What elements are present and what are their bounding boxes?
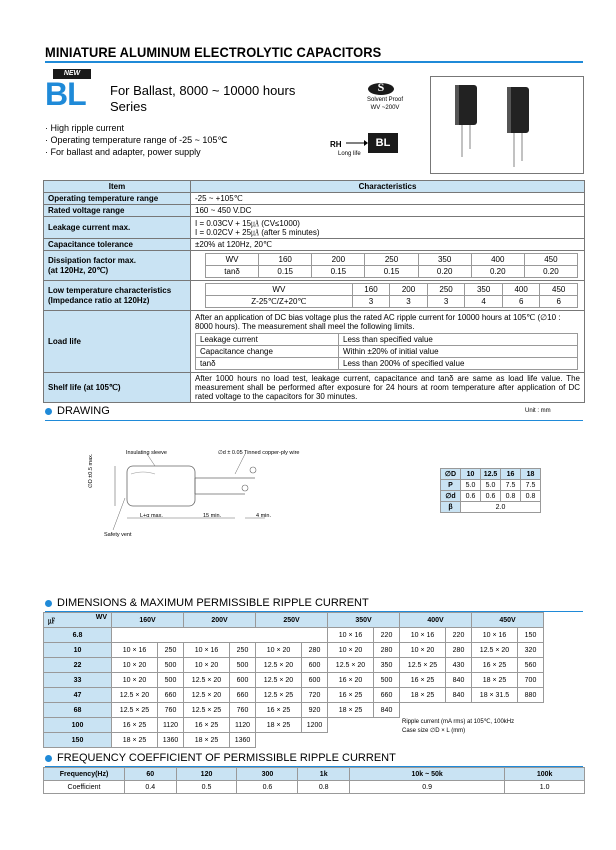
bl-box: BL bbox=[368, 133, 398, 153]
ripple-case-size: 12.5 × 20 bbox=[184, 673, 230, 688]
dim-cell: 5.0 bbox=[461, 480, 481, 491]
ripple-row bbox=[44, 673, 544, 688]
ripple-row bbox=[44, 688, 544, 703]
dim-row-head: β bbox=[441, 502, 461, 513]
ripple-current: 220 bbox=[374, 628, 400, 643]
ripple-case-size: 16 × 25 bbox=[472, 658, 518, 673]
freq-value: 300 bbox=[237, 768, 298, 781]
ripple-current bbox=[374, 718, 400, 733]
spec-value bbox=[191, 281, 585, 311]
ripple-case-size: 16 × 25 bbox=[184, 718, 230, 733]
spec-key bbox=[44, 281, 191, 311]
spec-value: ±20% at 120Hz, 20℃ bbox=[191, 239, 585, 251]
bullet-dot-icon bbox=[45, 408, 52, 415]
ripple-case-size: 18 × 25 bbox=[256, 718, 302, 733]
feature-item: · Operating temperature range of -25 ~ 105℃ bbox=[45, 135, 228, 145]
label-lmax: L+α max. bbox=[140, 513, 163, 519]
ripple-case-size: 18 × 25 bbox=[472, 673, 518, 688]
dim-cell: 7.5 bbox=[521, 480, 541, 491]
ripple-cap: 68 bbox=[44, 703, 112, 718]
lt-value: 3 bbox=[390, 296, 428, 308]
feature-item: · For ballast and adapter, power supply bbox=[45, 147, 201, 157]
ripple-voltage-head: 160V bbox=[112, 613, 184, 628]
lt-key2: (Impedance ratio at 120Hz) bbox=[48, 295, 150, 305]
ripple-current: 350 bbox=[374, 658, 400, 673]
ripple-current: 500 bbox=[374, 673, 400, 688]
ripple-cap: 22 bbox=[44, 658, 112, 673]
ripple-case-size: 10 × 16 bbox=[184, 643, 230, 658]
df-voltage: 160 bbox=[259, 254, 312, 266]
df-table bbox=[205, 253, 578, 278]
spec-key bbox=[44, 251, 191, 281]
ripple-current: 660 bbox=[158, 688, 184, 703]
spec-key: Leakage current max. bbox=[44, 217, 191, 239]
coef-value: 1.0 bbox=[505, 781, 585, 794]
lt-voltage: 400 bbox=[502, 284, 540, 296]
lt-value: 6 bbox=[502, 296, 540, 308]
freq-label: Frequency(Hz) bbox=[44, 768, 125, 781]
spec-value: After 1000 hours no load test, leakage current, capacitance and tanδ are same as load life value. The measurement shall be performed after exposure for 24 hours at room temperature after application of DC rated voltage to the capacitors for 30 minutes. bbox=[191, 373, 585, 403]
dim-cell: 0.8 bbox=[501, 491, 521, 502]
ripple-current bbox=[518, 718, 544, 733]
ripple-case-size: 18 × 25 bbox=[328, 703, 374, 718]
ripple-current: 320 bbox=[518, 643, 544, 658]
ripple-current: 250 bbox=[158, 643, 184, 658]
ripple-case-size: 18 × 31.5 bbox=[472, 688, 518, 703]
ripple-note-1: Ripple current (mA rms) at 105℃, 100kHz bbox=[402, 719, 515, 725]
ripple-case-size: 10 × 20 bbox=[112, 673, 158, 688]
ripple-cap: 100 bbox=[44, 718, 112, 733]
coef-value: 0.6 bbox=[237, 781, 298, 794]
lt-key1: Low temperature characteristics bbox=[48, 285, 172, 295]
spec-key: Capacitance tolerance bbox=[44, 239, 191, 251]
ripple-case-size: 10 × 16 bbox=[328, 628, 374, 643]
spec-key: Operating temperature range bbox=[44, 193, 191, 205]
ripple-current bbox=[158, 628, 184, 643]
lt-voltage: 350 bbox=[465, 284, 503, 296]
series-desc-line2: Series bbox=[110, 99, 147, 114]
feature-list bbox=[45, 122, 227, 158]
lt-value: 3 bbox=[427, 296, 465, 308]
ripple-current: 250 bbox=[230, 643, 256, 658]
svg-text:S: S bbox=[377, 80, 385, 94]
freq-heading-text: FREQUENCY COEFFICIENT OF PERMISSIBLE RIPPLE CURRENT bbox=[57, 752, 396, 764]
lt-value: 4 bbox=[465, 296, 503, 308]
solvent-line1: Solvent Proof bbox=[366, 97, 404, 103]
load-limit-key: Capacitance change bbox=[196, 346, 339, 358]
ripple-current: 840 bbox=[374, 703, 400, 718]
drawing-rule bbox=[45, 420, 583, 421]
ripple-cap: 6.8 bbox=[44, 628, 112, 643]
ripple-row bbox=[44, 628, 544, 643]
ripple-case-size bbox=[112, 628, 158, 643]
rh-label: RH bbox=[330, 140, 342, 149]
lt-value: 3 bbox=[352, 296, 390, 308]
ripple-case-size: 10 × 16 bbox=[112, 643, 158, 658]
dim-cell: 16 bbox=[501, 469, 521, 480]
ripple-note-2: Case size ∅D × L (mm) bbox=[402, 728, 466, 734]
ripple-current: 760 bbox=[230, 703, 256, 718]
spec-table bbox=[43, 180, 585, 403]
dim-cell: 10 bbox=[461, 469, 481, 480]
ripple-case-size bbox=[328, 718, 374, 733]
ripple-uf-label: ㎌ bbox=[48, 618, 55, 625]
bullet-dot-icon bbox=[45, 600, 52, 607]
df-voltage: 200 bbox=[312, 254, 365, 266]
spec-value: -25 ~ +105℃ bbox=[191, 193, 585, 205]
ripple-case-size: 10 × 20 bbox=[184, 658, 230, 673]
title-rule bbox=[45, 61, 583, 63]
df-tan-label: tanδ bbox=[206, 266, 259, 278]
ripple-case-size: 12.5 × 20 bbox=[472, 643, 518, 658]
ripple-case-size bbox=[328, 733, 374, 748]
df-wv-label: WV bbox=[206, 254, 259, 266]
ripple-case-size bbox=[256, 628, 302, 643]
spec-key: Load life bbox=[44, 311, 191, 373]
spec-value bbox=[191, 251, 585, 281]
ripple-case-size: 10 × 20 bbox=[112, 658, 158, 673]
arrow-right-icon bbox=[346, 139, 368, 147]
coef-value: 0.4 bbox=[125, 781, 177, 794]
label-15min: 15 min. bbox=[203, 513, 222, 519]
ripple-case-size: 12.5 × 25 bbox=[184, 703, 230, 718]
ripple-case-size bbox=[184, 628, 230, 643]
ripple-heading bbox=[45, 597, 369, 609]
ripple-case-size: 10 × 16 bbox=[472, 628, 518, 643]
freq-value: 100k bbox=[505, 768, 585, 781]
ripple-current: 1200 bbox=[302, 718, 328, 733]
ripple-current: 280 bbox=[374, 643, 400, 658]
lt-voltage: 250 bbox=[427, 284, 465, 296]
load-limit-value: Less than 200% of specified value bbox=[339, 358, 578, 370]
ripple-case-size: 16 × 25 bbox=[328, 688, 374, 703]
ripple-current: 220 bbox=[446, 628, 472, 643]
ripple-case-size: 10 × 20 bbox=[256, 643, 302, 658]
load-limits-table bbox=[195, 333, 578, 370]
ripple-current: 760 bbox=[158, 703, 184, 718]
ripple-voltage-head: 400V bbox=[400, 613, 472, 628]
spec-head-item: Item bbox=[44, 181, 191, 193]
ripple-wv-label: WV bbox=[95, 614, 107, 621]
spec-value bbox=[191, 311, 585, 373]
dim-cell: 18 bbox=[521, 469, 541, 480]
coef-value: 0.8 bbox=[298, 781, 350, 794]
ripple-current: 280 bbox=[446, 643, 472, 658]
ripple-row bbox=[44, 643, 544, 658]
leak-line2: I = 0.02CV + 25㎂ (after 5 minutes) bbox=[195, 227, 320, 237]
ripple-case-size: 12.5 × 20 bbox=[328, 658, 374, 673]
ripple-current: 600 bbox=[230, 673, 256, 688]
series-description bbox=[110, 83, 295, 115]
freq-value: 10k ~ 50k bbox=[349, 768, 504, 781]
ripple-current: 500 bbox=[158, 658, 184, 673]
series-code: BL bbox=[45, 76, 86, 112]
ripple-case-size bbox=[472, 703, 518, 718]
freq-value: 120 bbox=[176, 768, 237, 781]
series-desc-line1: For Ballast, 8000 ~ 10000 hours bbox=[110, 83, 296, 98]
ripple-current bbox=[446, 703, 472, 718]
ripple-corner bbox=[44, 613, 112, 628]
load-limit-key: tanδ bbox=[196, 358, 339, 370]
coef-label: Coefficient bbox=[44, 781, 125, 794]
lt-value: 6 bbox=[540, 296, 578, 308]
df-key2: (at 120Hz, 20℃) bbox=[48, 265, 109, 275]
ripple-current: 560 bbox=[518, 658, 544, 673]
long-life-label: Long life bbox=[338, 151, 361, 157]
lt-wv-label: WV bbox=[206, 284, 353, 296]
ripple-cap: 150 bbox=[44, 733, 112, 748]
ripple-current: 660 bbox=[374, 688, 400, 703]
ripple-case-size: 12.5 × 20 bbox=[184, 688, 230, 703]
load-limit-value: Less than specified value bbox=[339, 334, 578, 346]
capacitor-drawing bbox=[95, 448, 305, 544]
new-badge: NEW bbox=[53, 69, 91, 79]
label-vent: Safety vent bbox=[104, 532, 132, 538]
df-voltage: 450 bbox=[524, 254, 577, 266]
ripple-current: 840 bbox=[446, 688, 472, 703]
dim-cell: 12.5 bbox=[481, 469, 501, 480]
ripple-current: 920 bbox=[302, 703, 328, 718]
ripple-current bbox=[374, 733, 400, 748]
ripple-current: 880 bbox=[518, 688, 544, 703]
df-voltage: 350 bbox=[418, 254, 471, 266]
ripple-current: 1120 bbox=[230, 718, 256, 733]
ripple-case-size: 12.5 × 25 bbox=[112, 703, 158, 718]
leak-line1: I = 0.03CV + 15㎂ (CV≤1000) bbox=[195, 218, 300, 228]
ripple-case-size: 10 × 16 bbox=[400, 628, 446, 643]
df-value: 0.20 bbox=[524, 266, 577, 278]
ripple-current: 840 bbox=[446, 673, 472, 688]
ripple-current bbox=[518, 703, 544, 718]
drawing-heading bbox=[45, 405, 110, 417]
frequency-table bbox=[43, 767, 585, 794]
ripple-case-size: 18 × 25 bbox=[184, 733, 230, 748]
solvent-proof-icon bbox=[366, 76, 396, 96]
ripple-case-size bbox=[400, 703, 446, 718]
ripple-current bbox=[230, 628, 256, 643]
label-sleeve: Insulating sleeve bbox=[126, 450, 167, 456]
load-limit-value: Within ±20% of initial value bbox=[339, 346, 578, 358]
ripple-current: 150 bbox=[518, 628, 544, 643]
lt-voltage: 450 bbox=[540, 284, 578, 296]
ripple-case-size: 16 × 25 bbox=[400, 673, 446, 688]
dim-row-head: ∅D bbox=[441, 469, 461, 480]
df-value: 0.15 bbox=[259, 266, 312, 278]
ripple-voltage-head: 200V bbox=[184, 613, 256, 628]
dimension-table bbox=[440, 468, 541, 513]
ripple-case-size: 16 × 25 bbox=[112, 718, 158, 733]
ripple-row bbox=[44, 658, 544, 673]
ripple-cap: 47 bbox=[44, 688, 112, 703]
label-dmax: ∅D ±0.5 max. bbox=[88, 453, 94, 488]
lt-voltage: 160 bbox=[352, 284, 390, 296]
ripple-cap: 33 bbox=[44, 673, 112, 688]
ripple-case-size: 12.5 × 20 bbox=[256, 673, 302, 688]
df-value: 0.15 bbox=[365, 266, 418, 278]
unit-label: Unit : mm bbox=[525, 408, 551, 414]
dim-cell: 2.0 bbox=[461, 502, 541, 513]
ripple-current: 280 bbox=[302, 643, 328, 658]
ripple-current: 700 bbox=[518, 673, 544, 688]
ripple-case-size: 16 × 25 bbox=[256, 703, 302, 718]
ripple-current: 1360 bbox=[158, 733, 184, 748]
label-4min: 4 min. bbox=[256, 513, 271, 519]
ripple-case-size: 12.5 × 20 bbox=[256, 658, 302, 673]
ripple-case-size bbox=[256, 733, 302, 748]
label-wire: ∅d ± 0.05 Tinned copper-ply wire bbox=[218, 450, 300, 456]
ripple-case-size: 12.5 × 25 bbox=[400, 658, 446, 673]
solvent-line2: WV ~200V bbox=[370, 105, 400, 111]
ripple-current: 500 bbox=[230, 658, 256, 673]
df-value: 0.20 bbox=[418, 266, 471, 278]
ripple-voltage-head: 250V bbox=[256, 613, 328, 628]
spec-value: 160 ~ 450 V.DC bbox=[191, 205, 585, 217]
ripple-case-size: 12.5 × 25 bbox=[256, 688, 302, 703]
freq-value: 1k bbox=[298, 768, 350, 781]
ripple-current bbox=[518, 733, 544, 748]
spec-key: Shelf life (at 105℃) bbox=[44, 373, 191, 403]
product-photo bbox=[430, 76, 584, 174]
ripple-current: 720 bbox=[302, 688, 328, 703]
ripple-case-size: 12.5 × 20 bbox=[112, 688, 158, 703]
solvent-proof-label bbox=[360, 96, 410, 112]
ripple-current: 600 bbox=[302, 673, 328, 688]
spec-key: Rated voltage range bbox=[44, 205, 191, 217]
ripple-current: 600 bbox=[302, 658, 328, 673]
ripple-current: 660 bbox=[230, 688, 256, 703]
dim-cell: 0.6 bbox=[481, 491, 501, 502]
freq-value: 60 bbox=[125, 768, 177, 781]
dim-row-head: ∅d bbox=[441, 491, 461, 502]
ripple-current bbox=[302, 628, 328, 643]
dim-row-head: P bbox=[441, 480, 461, 491]
drawing-heading-text: DRAWING bbox=[57, 405, 110, 417]
ripple-case-size: 10 × 20 bbox=[400, 643, 446, 658]
coef-value: 0.9 bbox=[349, 781, 504, 794]
bullet-dot-icon bbox=[45, 755, 52, 762]
ripple-note bbox=[402, 718, 514, 736]
ripple-case-size: 16 × 20 bbox=[328, 673, 374, 688]
ripple-current: 1360 bbox=[230, 733, 256, 748]
df-key1: Dissipation factor max. bbox=[48, 255, 137, 265]
df-value: 0.20 bbox=[471, 266, 524, 278]
coef-value: 0.5 bbox=[176, 781, 237, 794]
lt-table bbox=[205, 283, 578, 308]
dim-cell: 7.5 bbox=[501, 480, 521, 491]
freq-heading bbox=[45, 752, 396, 764]
ripple-current: 1120 bbox=[158, 718, 184, 733]
ripple-current bbox=[302, 733, 328, 748]
dim-cell: 5.0 bbox=[481, 480, 501, 491]
ripple-row bbox=[44, 703, 544, 718]
dim-cell: 0.8 bbox=[521, 491, 541, 502]
ripple-voltage-head: 450V bbox=[472, 613, 544, 628]
capacitor-photo-icon bbox=[431, 77, 583, 173]
lt-ratio-label: Z-25℃/Z+20℃ bbox=[206, 296, 353, 308]
load-limit-key: Leakage current bbox=[196, 334, 339, 346]
df-value: 0.15 bbox=[312, 266, 365, 278]
dim-cell: 0.6 bbox=[461, 491, 481, 502]
lt-voltage: 200 bbox=[390, 284, 428, 296]
ripple-current: 500 bbox=[158, 673, 184, 688]
ripple-current: 430 bbox=[446, 658, 472, 673]
feature-item: · High ripple current bbox=[45, 123, 125, 133]
ripple-voltage-head: 350V bbox=[328, 613, 400, 628]
load-life-text: After an application of DC bias voltage plus the rated AC ripple current for 10000 hours at 105℃ (∅10 : 8000 hours). The measurement shall meel the following limits. bbox=[195, 313, 561, 331]
df-voltage: 250 bbox=[365, 254, 418, 266]
ripple-case-size: 18 × 25 bbox=[400, 688, 446, 703]
ripple-case-size: 10 × 20 bbox=[328, 643, 374, 658]
ripple-heading-text: DIMENSIONS & MAXIMUM PERMISSIBLE RIPPLE CURRENT bbox=[57, 597, 369, 609]
ripple-case-size: 18 × 25 bbox=[112, 733, 158, 748]
page-title: MINIATURE ALUMINUM ELECTROLYTIC CAPACITORS bbox=[45, 44, 382, 60]
spec-value bbox=[191, 217, 585, 239]
ripple-cap: 10 bbox=[44, 643, 112, 658]
df-voltage: 400 bbox=[471, 254, 524, 266]
spec-head-char: Characteristics bbox=[191, 181, 585, 193]
